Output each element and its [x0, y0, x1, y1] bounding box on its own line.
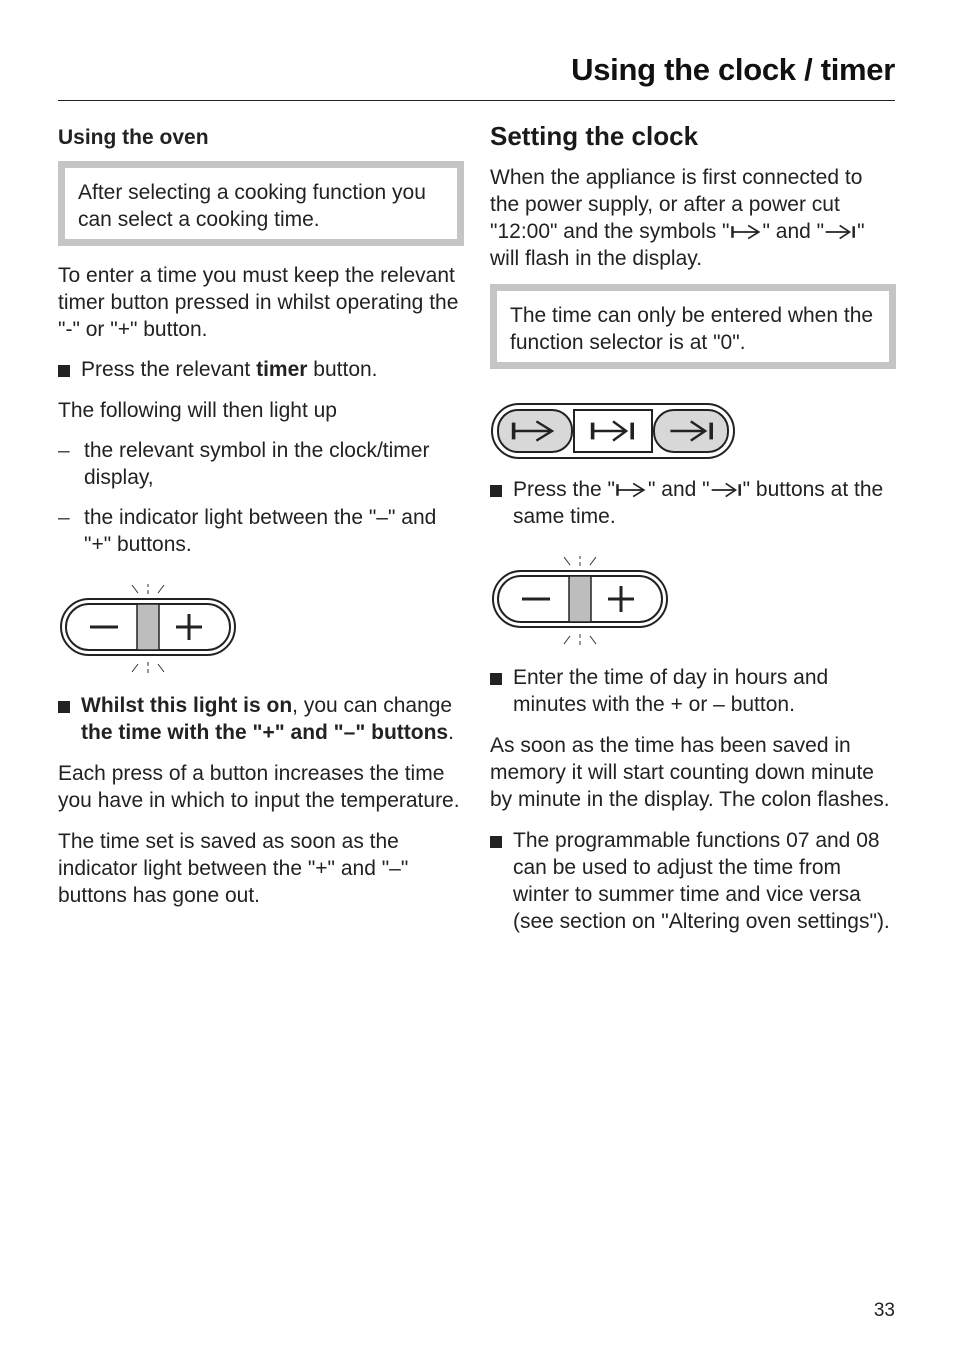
bullet-press-timer: Press the relevant timer button. [58, 356, 464, 383]
end-time-symbol-icon [710, 481, 743, 499]
light-up-paragraph: The following will then light up [58, 399, 337, 422]
plus-minus-button-illustration [58, 582, 238, 678]
page-number: 33 [873, 1300, 895, 1321]
flash-rays-bottom-icon [564, 634, 596, 645]
dash-item: – the relevant symbol in the clock/timer display, [58, 437, 464, 491]
bullet-press-both: Press the " " and " " buttons at the same time. [490, 476, 896, 530]
intro-paragraph: To enter a time you must keep the relevant timer button pressed in whilst operating the "-" or "+" button. [58, 264, 459, 341]
duration-symbol-icon [730, 223, 763, 241]
left-column [58, 120, 464, 909]
flash-rays-top-icon [132, 584, 164, 594]
flash-rays-top-icon [564, 556, 596, 566]
bullet-whilst-light-on: Whilst this light is on, you can change the time with the "+" and "–" buttons. [58, 692, 464, 746]
plus-minus-button-illustration-right [490, 554, 670, 650]
header-rule [58, 100, 895, 101]
time-saved-paragraph: The time set is saved as soon as the indicator light between the "+" and "–" buttons has gone out. [58, 830, 409, 907]
heading-setting-clock: Setting the clock [490, 121, 699, 151]
note-text: After selecting a cooking function you can select a cooking time. [78, 181, 426, 231]
memory-paragraph: As soon as the time has been saved in memory it will start counting down minute by minute in the display. The colon flashes. [490, 734, 890, 811]
subheading-using-oven: Using the oven [58, 126, 209, 149]
clock-intro-paragraph: When the appliance is first connected to the power supply, or after a power cut "12:00" and the symbols " " and " " will flash in the display. [490, 166, 865, 270]
note-box [58, 161, 464, 246]
dash-item: – the indicator light between the "–" and "+" buttons. [58, 504, 464, 558]
timer-buttons-illustration [490, 402, 736, 462]
page-title: Using the clock / timer [571, 52, 895, 87]
bullet-enter-time: Enter the time of day in hours and minutes with the + or – button. [490, 664, 896, 718]
function-selector-note: The time can only be entered when the function selector is at "0". [490, 284, 896, 369]
right-column [490, 120, 896, 935]
flash-rays-bottom-icon [132, 662, 164, 673]
end-time-symbol-icon [824, 223, 857, 241]
bullet-programmable-functions: The programmable functions 07 and 08 can be used to adjust the time from winter to summer time and vice versa (see section on "Altering oven settings"). [490, 827, 896, 935]
duration-symbol-icon [615, 481, 648, 499]
press-increase-paragraph: Each press of a button increases the time you have in which to input the temperature. [58, 762, 460, 812]
